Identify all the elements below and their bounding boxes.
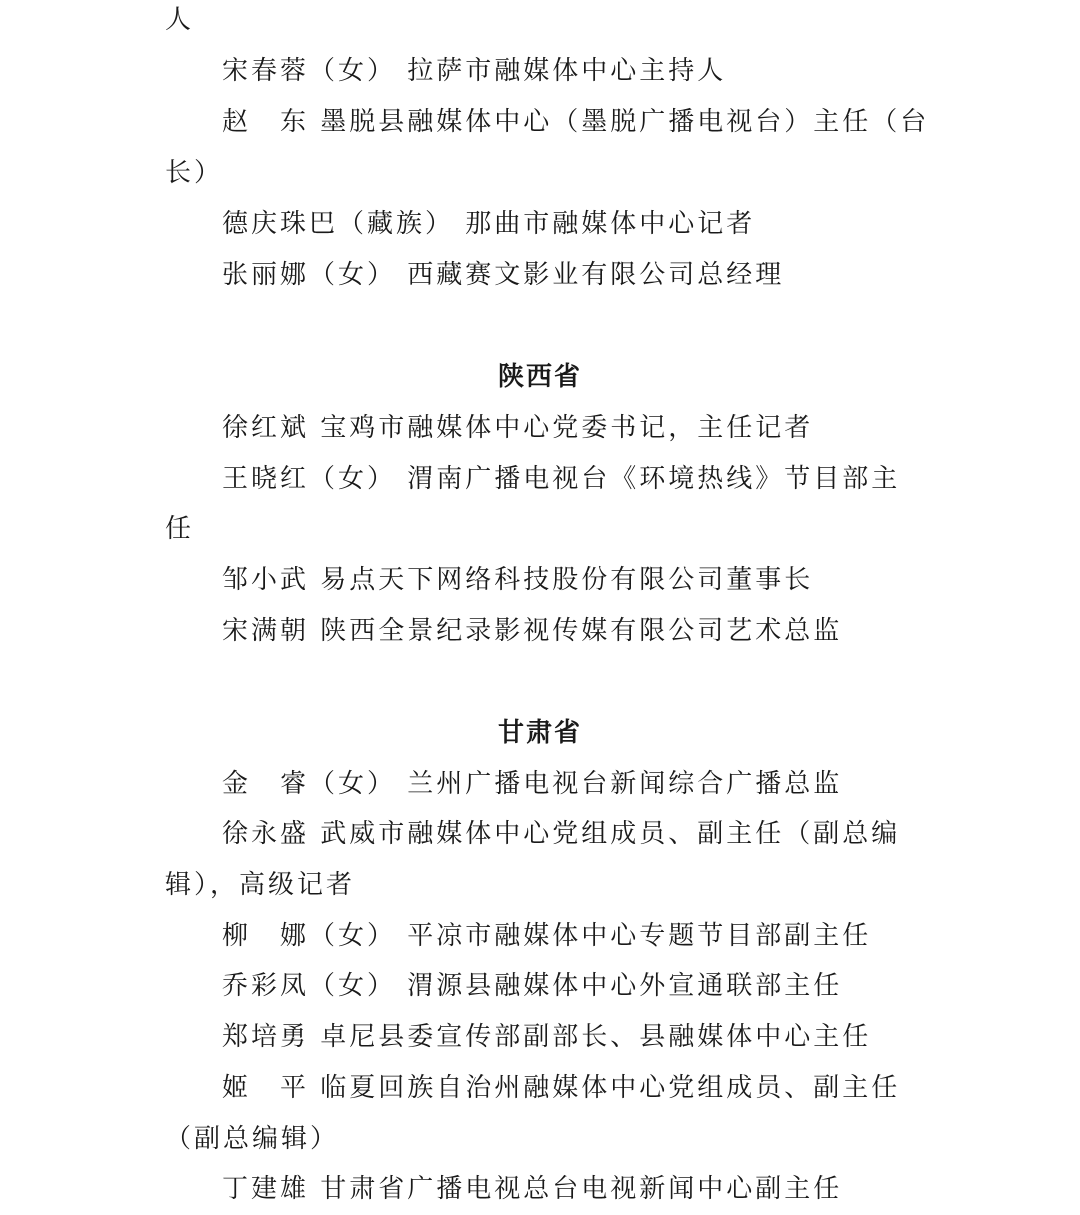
- entry-line: 赵 东 墨脱县融媒体中心（墨脱广播电视台）主任（台: [222, 107, 930, 137]
- entry-line: 乔彩凤（女） 渭源县融媒体中心外宣通联部主任: [222, 971, 843, 1001]
- entry-continuation-line: 任: [165, 514, 195, 544]
- entry-line: 邹小武 易点天下网络科技股份有限公司董事长: [222, 565, 814, 595]
- entry-continuation-line: 辑），高级记者: [165, 870, 356, 900]
- entry-line: 姬 平 临夏回族自治州融媒体中心党组成员、副主任: [222, 1073, 901, 1103]
- entry-line: 王晓红（女） 渭南广播电视台《环境热线》节目部主: [222, 464, 901, 494]
- entry-line: 徐红斌 宝鸡市融媒体中心党委书记，主任记者: [222, 413, 814, 443]
- entry-line: 柳 娜（女） 平凉市融媒体中心专题节目部副主任: [222, 921, 872, 951]
- entry-line: 宋满朝 陕西全景纪录影视传媒有限公司艺术总监: [222, 616, 843, 646]
- entry-continuation-line: 人: [165, 5, 195, 35]
- entry-line: 金 睿（女） 兰州广播电视台新闻综合广播总监: [222, 769, 843, 799]
- section-heading-gansu: 甘肃省: [497, 718, 582, 748]
- entry-line: 张丽娜（女） 西藏赛文影业有限公司总经理: [222, 260, 785, 290]
- entry-line: 郑培勇 卓尼县委宣传部副部长、县融媒体中心主任: [222, 1022, 872, 1052]
- entry-continuation-line: （副总编辑）: [165, 1124, 340, 1154]
- entry-line: 德庆珠巴（藏族） 那曲市融媒体中心记者: [222, 209, 756, 239]
- entry-continuation-line: 长）: [165, 158, 224, 188]
- entry-line: 丁建雄 甘肃省广播电视总台电视新闻中心副主任: [222, 1174, 843, 1204]
- entry-line: 徐永盛 武威市融媒体中心党组成员、副主任（副总编: [222, 819, 901, 849]
- section-heading-shaanxi: 陕西省: [497, 362, 582, 392]
- entry-line: 宋春蓉（女） 拉萨市融媒体中心主持人: [222, 56, 727, 86]
